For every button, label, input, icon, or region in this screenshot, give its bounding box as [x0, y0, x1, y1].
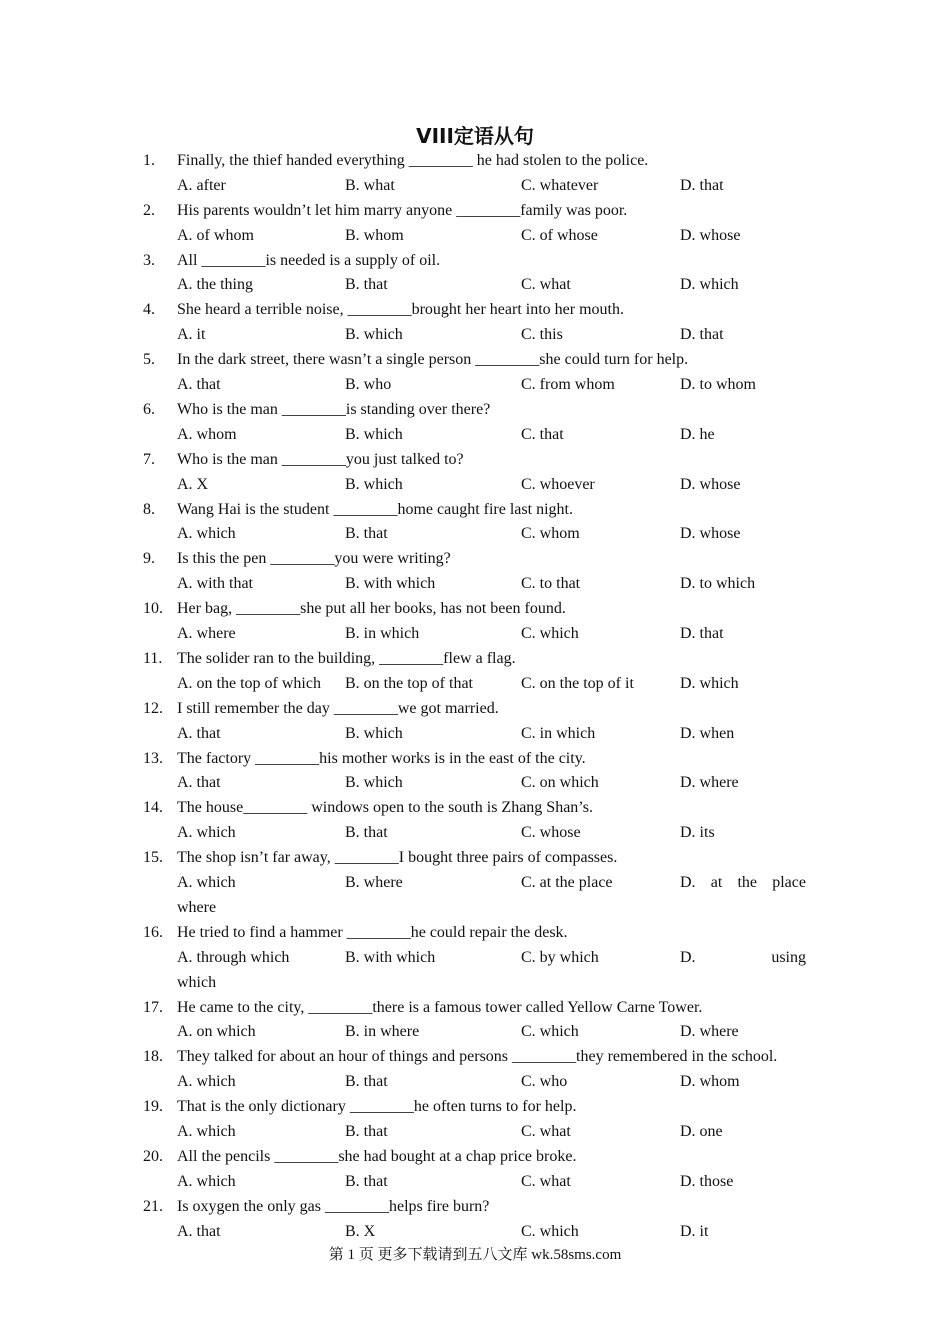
question-number: 8.: [143, 500, 155, 518]
option-c: C. in which: [521, 724, 596, 742]
question-number: 4.: [143, 301, 155, 319]
option-c: C. on which: [521, 774, 599, 792]
question-stem: I still remember the day ________we got married.: [177, 699, 499, 717]
option-a: A. which: [177, 1123, 236, 1141]
option-c: C. who: [521, 1073, 568, 1091]
option-b: B. in which: [345, 625, 420, 643]
option-c: C. whatever: [521, 176, 599, 194]
question-stem: Is oxygen the only gas ________helps fire burn?: [177, 1197, 490, 1215]
option-b: B. on the top of that: [345, 674, 473, 692]
question-number: 1.: [143, 152, 155, 169]
option-c: C. which: [521, 1023, 579, 1041]
option-a: A. with that: [177, 575, 253, 593]
option-d: D. whose: [680, 525, 741, 543]
option-word: at: [710, 874, 723, 892]
question-stem: His parents wouldn’t let him marry anyone ________family was poor.: [177, 201, 628, 219]
option-b: B. where: [345, 874, 403, 892]
option-a: A. which: [177, 874, 236, 892]
option-b: B. that: [345, 1172, 388, 1190]
option-c: C. at the place: [521, 874, 613, 892]
option-b: B. whom: [345, 226, 404, 244]
question-number: 18.: [143, 1048, 163, 1066]
option-b: B. X: [345, 1222, 376, 1240]
question-stem: That is the only dictionary ________he often turns to for help.: [177, 1098, 577, 1116]
question-stem: She heard a terrible noise, ________brought her heart into her mouth.: [177, 301, 624, 319]
option-c: C. whom: [521, 525, 580, 543]
question-stem: He came to the city, ________there is a famous tower called Yellow Carne Tower.: [177, 998, 703, 1016]
option-b: B. that: [345, 1073, 388, 1091]
option-c: C. whoever: [521, 475, 595, 493]
option-d: D. to which: [680, 575, 756, 593]
option-c: C. by which: [521, 948, 599, 966]
option-a: A. that: [177, 1222, 221, 1240]
option-a: A. of whom: [177, 226, 254, 244]
option-c: C. whose: [521, 824, 581, 842]
question-stem: They talked for about an hour of things and persons ________they remembered in the school.: [177, 1048, 778, 1066]
option-d: [680, 946, 806, 971]
option-c: C. what: [521, 1172, 571, 1190]
question-item: [143, 996, 823, 1046]
option-d: D. which: [680, 276, 739, 294]
option-word: using: [771, 948, 806, 966]
question-stem: Is this the pen ________you were writing?: [177, 550, 451, 568]
question-number: 11.: [143, 650, 163, 667]
option-b: B. which: [345, 724, 403, 742]
option-d: [680, 871, 806, 896]
option-a: A. X: [177, 475, 209, 493]
option-a: A. where: [177, 625, 236, 643]
question-item: [143, 298, 823, 348]
option-c: C. which: [521, 625, 579, 643]
page-title: VIII定语从句: [416, 124, 534, 148]
option-a: A. after: [177, 176, 226, 194]
option-d: D. one: [680, 1123, 723, 1141]
option-b: B. with which: [345, 575, 436, 593]
option-b: B. that: [345, 1123, 388, 1141]
question-number: 13.: [143, 749, 163, 767]
option-d: D. it: [680, 1222, 709, 1240]
question-number: 9.: [143, 550, 155, 568]
option-a: A. the thing: [177, 276, 253, 294]
question-number: 7.: [143, 450, 155, 468]
option-d: D. that: [680, 625, 724, 643]
option-c: C. to that: [521, 575, 581, 593]
question-item: [143, 921, 823, 996]
question-stem: In the dark street, there wasn’t a single person ________she could turn for help.: [177, 351, 689, 369]
question-number: 16.: [143, 923, 163, 941]
option-c: C. from whom: [521, 376, 615, 394]
question-stem: Finally, the thief handed everything ________ he had stolen to the police.: [177, 152, 649, 169]
option-word: the: [737, 874, 758, 892]
question-item: [143, 199, 823, 249]
question-item: [143, 796, 823, 846]
question-item: [143, 498, 823, 548]
option-a: A. that: [177, 774, 221, 792]
question-number: 20.: [143, 1148, 163, 1165]
question-item: [143, 1045, 823, 1095]
option-a: A. which: [177, 525, 236, 543]
option-d: D. when: [680, 724, 735, 742]
option-a: A. that: [177, 376, 221, 394]
option-word: place: [772, 874, 806, 892]
question-item: [143, 697, 823, 747]
question-item: [143, 398, 823, 448]
question-number: 3.: [143, 251, 155, 269]
option-a: A. which: [177, 824, 236, 842]
option-b: B. which: [345, 425, 403, 443]
option-a: A. which: [177, 1172, 236, 1190]
option-c: C. what: [521, 276, 571, 294]
question-stem: Who is the man ________is standing over there?: [177, 401, 491, 418]
page-footer: 第 1 页 更多下载请到五八文库 wk.58sms.com: [328, 1247, 622, 1263]
question-number: 17.: [143, 998, 163, 1016]
question-number: 15.: [143, 849, 163, 867]
question-item: [143, 747, 823, 797]
question-stem: All the pencils ________she had bought at a chap price broke.: [177, 1148, 577, 1165]
question-stem: The factory ________his mother works is in the east of the city.: [177, 749, 586, 767]
question-item: [143, 1145, 823, 1195]
option-c: C. of whose: [521, 226, 598, 244]
question-item: [143, 647, 823, 697]
option-d-continued: where: [177, 898, 217, 916]
option-a: A. whom: [177, 425, 237, 443]
question-item: [143, 448, 823, 498]
option-d: D. which: [680, 674, 739, 692]
option-d: D. where: [680, 774, 739, 792]
question-stem: The shop isn’t far away, ________I bought three pairs of compasses.: [177, 849, 618, 867]
option-a: A. which: [177, 1073, 236, 1091]
option-c: C. this: [521, 326, 563, 344]
question-stem: All ________is needed is a supply of oil.: [177, 251, 441, 269]
option-d: D. whose: [680, 475, 741, 493]
option-d: D. to whom: [680, 376, 756, 394]
option-d: D. where: [680, 1023, 739, 1041]
question-stem: He tried to find a hammer ________he could repair the desk.: [177, 923, 568, 941]
question-item: [143, 149, 823, 199]
option-d-continued: which: [177, 973, 217, 991]
option-d: D. its: [680, 824, 715, 842]
question-item: [143, 547, 823, 597]
question-number: 10.: [143, 600, 163, 618]
option-word: D.: [680, 874, 696, 892]
option-b: B. in where: [345, 1023, 420, 1041]
question-number: 21.: [143, 1197, 163, 1215]
option-a: A. through which: [177, 948, 290, 966]
question-item: [143, 249, 823, 299]
option-d: D. he: [680, 425, 715, 443]
question-item: [143, 846, 823, 921]
question-item: [143, 597, 823, 647]
option-b: B. with which: [345, 948, 436, 966]
option-a: A. it: [177, 326, 206, 344]
option-d: D. that: [680, 176, 724, 194]
option-word: D.: [680, 948, 696, 966]
option-d: D. whose: [680, 226, 741, 244]
question-stem: The house________ windows open to the south is Zhang Shan’s.: [177, 799, 593, 817]
option-b: B. that: [345, 824, 388, 842]
question-number: 19.: [143, 1098, 163, 1116]
question-number: 2.: [143, 201, 155, 219]
option-a: A. that: [177, 724, 221, 742]
question-stem: Wang Hai is the student ________home caught fire last night.: [177, 500, 573, 518]
question-item: [143, 348, 823, 398]
option-d: D. that: [680, 326, 724, 344]
option-c: C. on the top of it: [521, 674, 634, 692]
question-stem: Her bag, ________she put all her books, has not been found.: [177, 600, 566, 618]
question-item: [143, 1095, 823, 1145]
question-number: 5.: [143, 351, 155, 369]
question-stem: Who is the man ________you just talked to?: [177, 450, 464, 468]
question-item: [143, 1195, 823, 1245]
option-b: B. who: [345, 376, 392, 394]
option-c: C. that: [521, 425, 564, 443]
option-d: D. whom: [680, 1073, 740, 1091]
question-number: 6.: [143, 401, 155, 418]
option-b: B. which: [345, 326, 403, 344]
option-a: A. on which: [177, 1023, 256, 1041]
option-b: B. that: [345, 525, 388, 543]
option-d: D. those: [680, 1172, 734, 1190]
option-b: B. which: [345, 774, 403, 792]
option-b: B. which: [345, 475, 403, 493]
option-c: C. what: [521, 1123, 571, 1141]
question-number: 12.: [143, 699, 163, 717]
option-b: B. that: [345, 276, 388, 294]
question-number: 14.: [143, 799, 163, 817]
question-stem: The solider ran to the building, ________flew a flag.: [177, 650, 516, 667]
option-a: A. on the top of which: [177, 674, 321, 692]
option-c: C. which: [521, 1222, 579, 1240]
option-b: B. what: [345, 176, 395, 194]
